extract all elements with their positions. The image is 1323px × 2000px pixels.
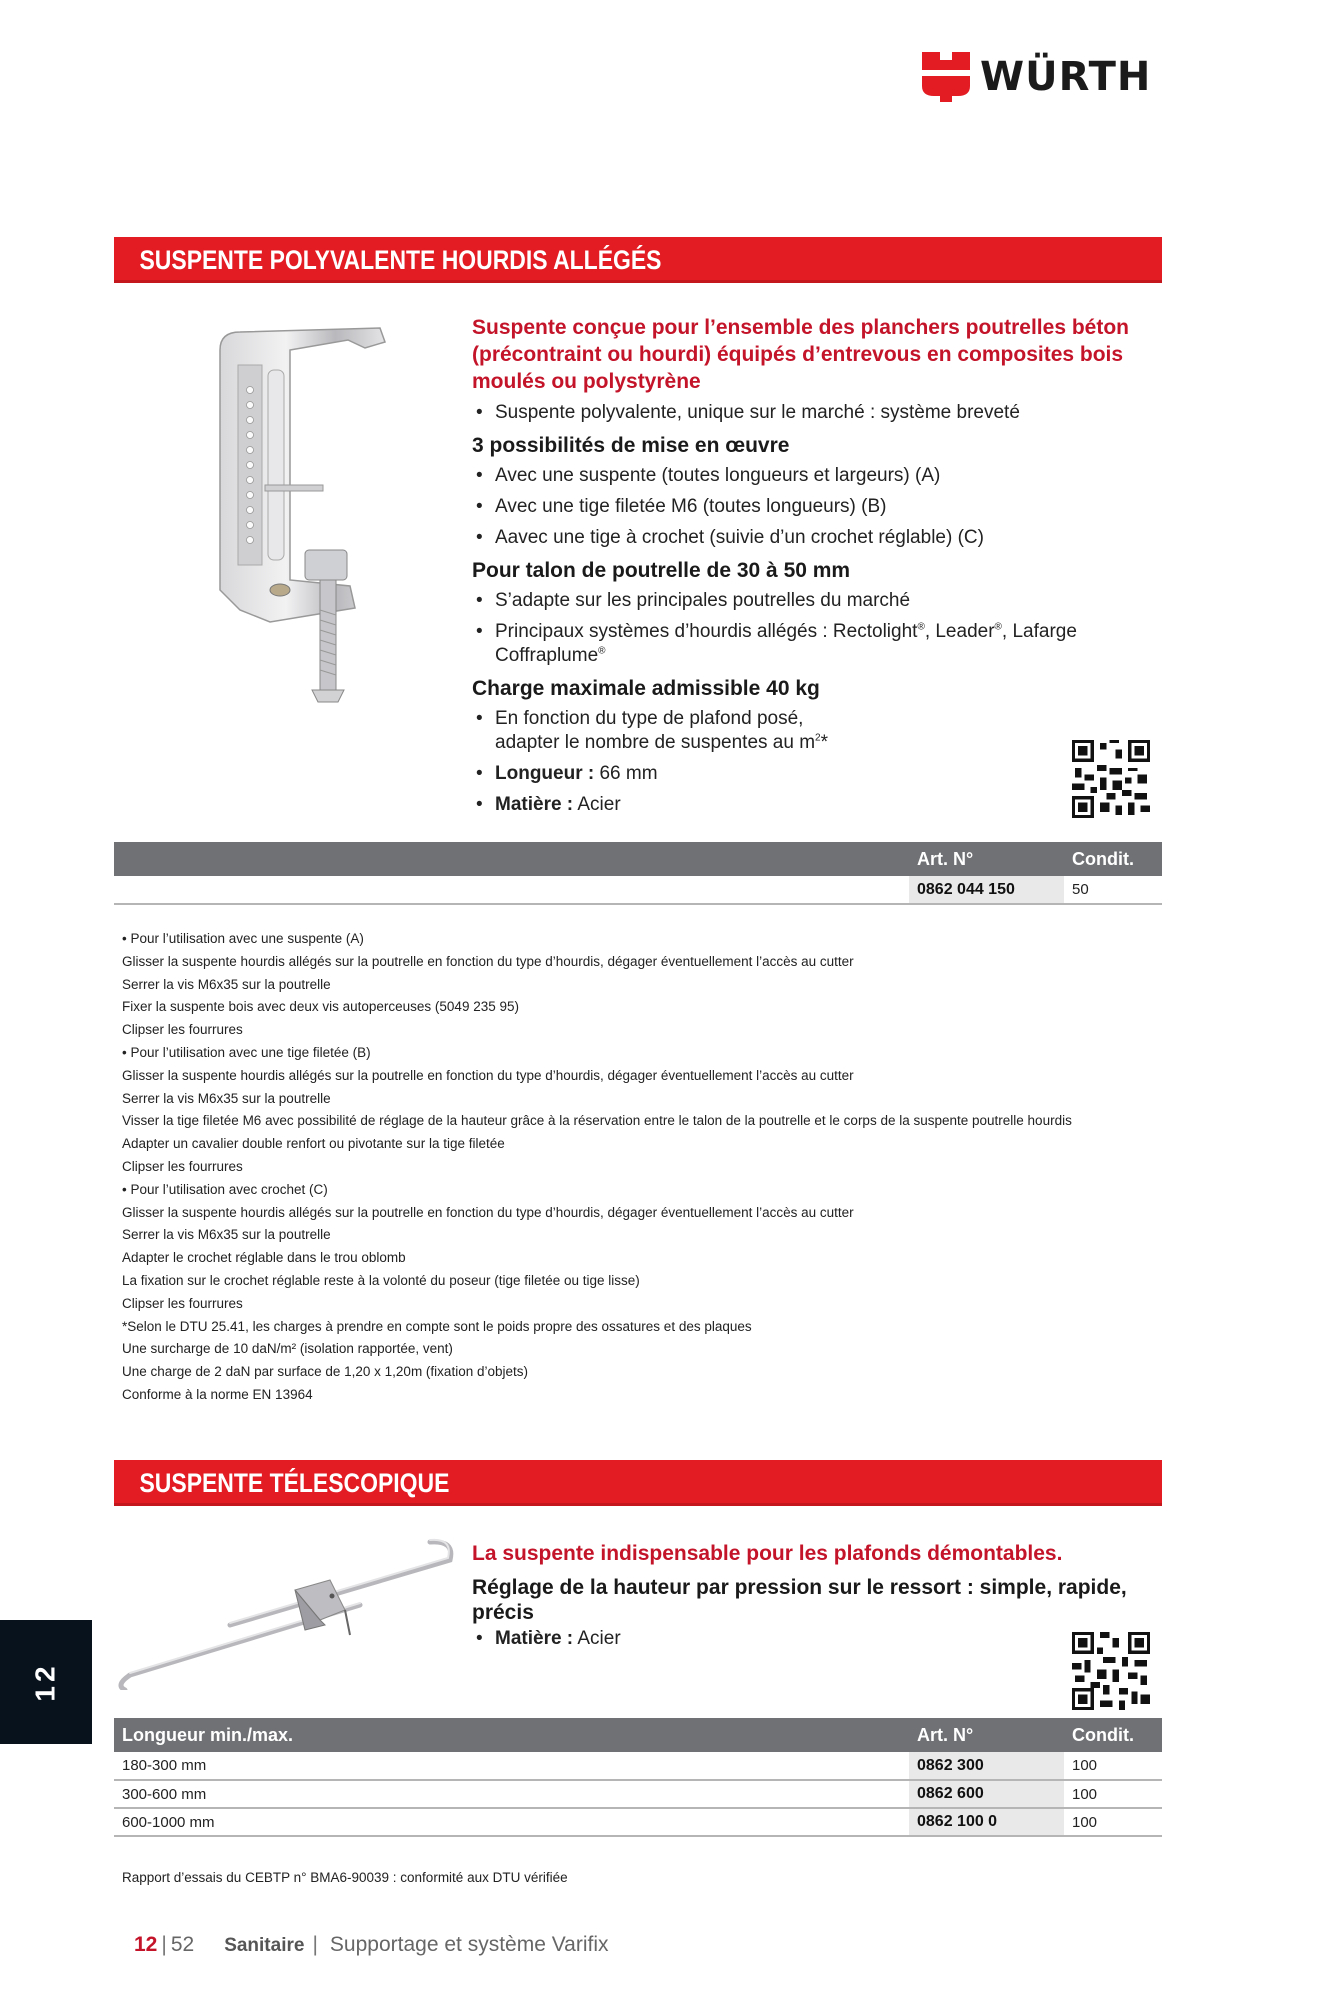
suspente-telescopique-product-image xyxy=(110,1530,470,1690)
installation-notes: • Pour l’utilisation avec une suspente (A) Glisser la suspente hourdis allégés sur la poutrelle en fonction du type d’hourdis, dégager éventuellement l’accès au cutter Serrer la vis M6x35 sur la poutrelle Fixer la suspente bois avec deux vis autoperceuses (5049 235 95) Clipser les fourrures • Pour l’utilisation avec une tige filetée (B) Glisser la suspente hourdis allégés sur la poutrelle en fonction du type d’hourdis, dégager éventuellement l’accès au cutter Serrer la vis M6x35 sur la poutrelle Visser la tige filetée M6 avec possibilité de réglage de la hauteur grâce à la réservation entre le talon de la poutrelle et le corps de la suspente poutrelle hourdis Adapter un cavalier double renfort ou pivotante sur la tige filetée Clipser les fourrures • Pour l’utilisation avec crochet (C) Glisser la suspente hourdis allégés sur la poutrelle en fonction du type d’hourdis, dégager éventuellement l’accès au cutter Serrer la vis M6x35 sur la poutrelle Adapter le crochet réglable dans le trou oblomb La fixation sur le crochet réglable reste à la volonté du poseur (tige filetée ou tige lisse) Clipser les fourrures *Selon le DTU 25.41, les charges à prendre en compte sont le poids propre des ossatures et des plaques Une surcharge de 10 daN/m² (isolation rapportée, vent) Une charge de 2 daN par surface de 1,20 x 1,20m (fixation d’objets) Conforme à la norme EN 13964 xyxy=(122,931,1072,1402)
lead-text: Suspente conçue pour l’ensemble des planchers poutrelles béton (précontraint ou hourdi) équipés d’entrevous en composites bois moulés ou polystyrène xyxy=(472,316,1129,393)
length-range: 600-1000 mm xyxy=(114,1808,909,1836)
subhead-reglage: Réglage de la hauteur par pression sur le ressort : simple, rapide, précis xyxy=(472,1576,1127,1624)
bullet-item: • Avec une suspente (toutes longueurs et largeurs) (A) xyxy=(472,464,1172,488)
section-header-telescopique xyxy=(114,1460,1162,1506)
page-footer: 12 | 52 Sanitaire | Supportage et système Varifix xyxy=(134,1933,609,1956)
article-number[interactable]: 0862 044 150 xyxy=(909,876,1064,904)
packaging-qty: 50 xyxy=(1064,876,1162,904)
col-header-art-no: Art. N° xyxy=(909,1718,1064,1752)
col-header-length: Longueur min./max. xyxy=(114,1718,909,1752)
bullet-item-charge: • En fonction du type de plafond posé, adapter le nombre de suspentes au $m^2*$ xyxy=(472,707,852,755)
test-report-footnote: Rapport d’essais du CEBTP n° BMA6-90039 : conformité aux DTU vérifiée xyxy=(122,1870,568,1885)
suspente-polyvalente-product-image xyxy=(180,310,390,710)
table-row xyxy=(114,1752,1162,1780)
spec-length: • Longueur : 66 mm xyxy=(472,762,1172,786)
section-header-polyvalente xyxy=(114,237,1162,283)
wurth-logo-mark-icon xyxy=(922,52,970,102)
col-header-blank xyxy=(114,842,909,876)
footer-category: Sanitaire xyxy=(224,1935,305,1956)
packaging-qty: 100 xyxy=(1064,1808,1162,1836)
wurth-logo xyxy=(922,52,1151,102)
article-table-polyvalente xyxy=(114,842,1162,905)
chapter-number: 12 xyxy=(30,1662,61,1702)
packaging-qty: 100 xyxy=(1064,1752,1162,1780)
col-header-condit: Condit. xyxy=(1064,842,1162,876)
subhead-possibilities: 3 possibilités de mise en œuvre xyxy=(472,434,790,457)
subhead-charge: Charge maximale admissible 40 kg xyxy=(472,677,820,700)
table-row xyxy=(114,1808,1162,1836)
wurth-logo-text: WÜRTH xyxy=(980,54,1152,100)
bullet-item-systems: • Principaux systèmes d’hourdis allégés : Rectolight®, Leader®, Lafarge Coffraplume® xyxy=(472,620,1172,668)
table-row xyxy=(114,876,1162,904)
table-header-row xyxy=(114,842,1162,876)
col-header-condit: Condit. xyxy=(1064,1718,1162,1752)
section-title: SUSPENTE POLYVALENTE HOURDIS ALLÉGÉS xyxy=(139,245,662,275)
subhead-talon: Pour talon de poutrelle de 30 à 50 mm xyxy=(472,559,851,582)
section-title: SUSPENTE TÉLESCOPIQUE xyxy=(139,1468,450,1498)
article-number[interactable]: 0862 300 xyxy=(909,1752,1064,1780)
bullet-item: • Suspente polyvalente, unique sur le marché : système breveté xyxy=(472,401,1172,425)
qr-code-icon[interactable] xyxy=(1072,740,1150,818)
length-range: 300-600 mm xyxy=(114,1780,909,1808)
bullet-item: • Avec une tige filetée M6 (toutes longueurs) (B) xyxy=(472,495,1172,519)
qr-code-icon[interactable] xyxy=(1072,1632,1150,1710)
spec-material: • Matière : Acier xyxy=(472,1627,1172,1651)
footer-subcategory: Supportage et système Varifix xyxy=(329,1933,609,1956)
length-range: 180-300 mm xyxy=(114,1752,909,1780)
article-table-telescopique xyxy=(114,1718,1162,1837)
packaging-qty: 100 xyxy=(1064,1780,1162,1808)
article-number[interactable]: 0862 100 0 xyxy=(909,1808,1064,1836)
product-description-telescopique xyxy=(472,1540,1172,1658)
product-description-polyvalente xyxy=(472,314,1172,824)
chapter-side-tab[interactable] xyxy=(0,1620,92,1744)
table-row xyxy=(114,1780,1162,1808)
spec-material: • Matière : Acier xyxy=(472,793,1172,817)
table-header-row xyxy=(114,1718,1162,1752)
article-number[interactable]: 0862 600 xyxy=(909,1780,1064,1808)
page-number: 52 xyxy=(170,1933,195,1956)
col-header-art-no: Art. N° xyxy=(909,842,1064,876)
chapter-number: 12 xyxy=(134,1933,158,1956)
bullet-item: • Aavec une tige à crochet (suivie d’un crochet réglable) (C) xyxy=(472,526,1172,550)
lead-text: La suspente indispensable pour les plafonds démontables. xyxy=(472,1542,1063,1565)
bullet-item: • S’adapte sur les principales poutrelles du marché xyxy=(472,589,1172,613)
